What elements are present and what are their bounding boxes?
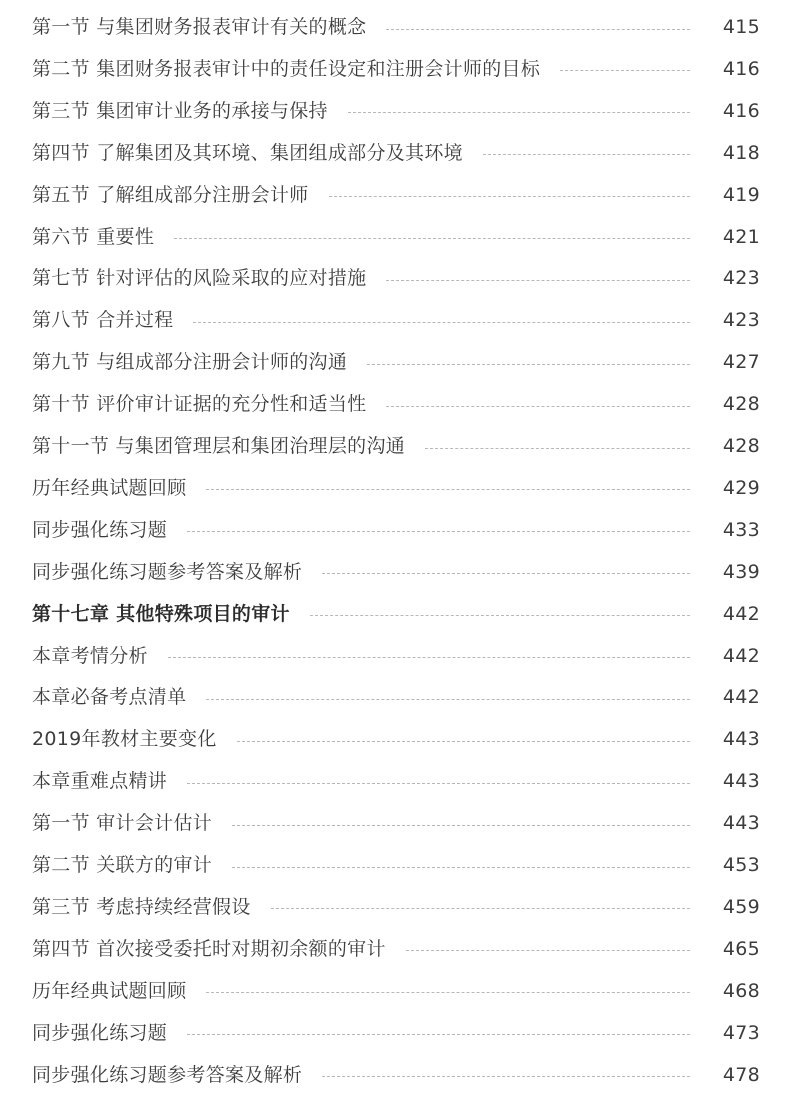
- toc-page-number: 428: [722, 435, 760, 457]
- toc-page-number: 423: [722, 309, 760, 332]
- toc-entry[interactable]: [32, 260, 760, 296]
- toc-chapter-heading[interactable]: [32, 596, 760, 632]
- toc-dotted-leader: [206, 489, 690, 490]
- toc-entry-title: 第二节 集团财务报表审计中的责任设定和注册会计师的目标: [32, 57, 541, 80]
- toc-entry[interactable]: [32, 135, 760, 171]
- toc-dotted-leader: [483, 154, 690, 155]
- toc-entry-title: 第八节 合并过程: [32, 309, 174, 332]
- toc-entry-title: 历年经典试题回顾: [32, 979, 187, 1002]
- toc-entry-title: 历年经典试题回顾: [32, 476, 187, 499]
- toc-entry-title: 第五节 了解组成部分注册会计师: [32, 183, 309, 206]
- toc-dotted-leader: [322, 573, 690, 574]
- toc-page-number: 442: [722, 602, 760, 625]
- toc-entry-title: 第七节 针对评估的风险采取的应对措施: [32, 267, 367, 290]
- toc-dotted-leader: [187, 1034, 690, 1035]
- toc-entry[interactable]: [32, 470, 760, 506]
- toc-dotted-leader: [425, 448, 690, 449]
- toc-entry[interactable]: [32, 302, 760, 338]
- toc-entry-title: 第四节 了解集团及其环境、集团组成部分及其环境: [32, 141, 463, 164]
- toc-entry[interactable]: [32, 9, 760, 45]
- toc-page-number: 443: [722, 770, 760, 793]
- toc-dotted-leader: [322, 1076, 690, 1077]
- toc-entry[interactable]: [32, 847, 760, 883]
- toc-entry-title: 同步强化练习题参考答案及解析: [32, 1063, 303, 1086]
- toc-page-number: 473: [722, 1021, 760, 1044]
- toc-dotted-leader: [386, 406, 690, 407]
- toc-entry-title: 第三节 考虑持续经营假设: [32, 895, 251, 918]
- toc-entry-title: 同步强化练习题: [32, 1021, 168, 1044]
- toc-entry[interactable]: [32, 386, 760, 422]
- toc-entry[interactable]: [32, 721, 760, 757]
- toc-page-number: 418: [722, 141, 760, 164]
- toc-page-number: 443: [722, 812, 760, 835]
- toc-dotted-leader: [187, 783, 690, 784]
- toc-entry[interactable]: [32, 763, 760, 799]
- toc-page-number: 416: [722, 57, 760, 80]
- toc-entry[interactable]: [32, 1057, 760, 1093]
- toc-dotted-leader: [560, 70, 690, 71]
- toc-entry[interactable]: [32, 679, 760, 715]
- toc-page-number: 443: [722, 728, 760, 751]
- toc-dotted-leader: [237, 741, 690, 742]
- toc-entry[interactable]: [32, 51, 760, 87]
- toc-page-number: 439: [722, 560, 760, 583]
- toc-dotted-leader: [406, 950, 690, 951]
- toc-entry-title: 第二节 关联方的审计: [32, 854, 213, 876]
- toc-dotted-leader: [386, 280, 690, 281]
- toc-entry[interactable]: [32, 554, 760, 590]
- toc-entry[interactable]: [32, 931, 760, 967]
- toc-dotted-leader: [206, 699, 690, 700]
- toc-entry-title: 第四节 首次接受委托时对期初余额的审计: [32, 937, 386, 960]
- toc-entry-title: 第一节 审计会计估计: [32, 812, 213, 835]
- toc-dotted-leader: [174, 238, 690, 239]
- toc-entry-title: 第三节 集团审计业务的承接与保持: [32, 99, 328, 122]
- toc-page-number: 415: [722, 16, 760, 38]
- toc-page-number: 427: [722, 351, 760, 374]
- toc-page-number: 465: [722, 937, 760, 960]
- toc-dotted-leader: [386, 29, 690, 30]
- toc-page-number: 429: [722, 476, 760, 499]
- toc-dotted-leader: [348, 112, 690, 113]
- toc-entry[interactable]: [32, 219, 760, 255]
- toc-entry[interactable]: [32, 638, 760, 674]
- toc-entry-title: 同步强化练习题参考答案及解析: [32, 560, 303, 583]
- toc-dotted-leader: [329, 196, 690, 197]
- toc-entry[interactable]: [32, 512, 760, 548]
- toc-dotted-leader: [232, 867, 690, 868]
- toc-entry-title: 第六节 重要性: [32, 225, 155, 248]
- toc-entry-title: 第十一节 与集团管理层和集团治理层的沟通: [32, 435, 406, 457]
- toc-page-number: 468: [722, 979, 760, 1002]
- toc-entry-title: 第九节 与组成部分注册会计师的沟通: [32, 351, 348, 374]
- toc-entry[interactable]: [32, 177, 760, 213]
- toc-entry-title: 本章考情分析: [32, 644, 148, 667]
- toc-page-number: 453: [722, 854, 760, 876]
- toc-page-number: 416: [722, 99, 760, 122]
- toc-dotted-leader: [187, 531, 690, 532]
- toc-entry-title: 第一节 与集团财务报表审计有关的概念: [32, 16, 367, 38]
- toc-entry-title: 本章重难点精讲: [32, 770, 168, 793]
- toc-entry-title: 本章必备考点清单: [32, 686, 187, 709]
- toc-entry[interactable]: [32, 93, 760, 129]
- toc-dotted-leader: [168, 657, 690, 658]
- toc-entry[interactable]: [32, 889, 760, 925]
- toc-entry-title: 2019年教材主要变化: [32, 728, 217, 751]
- toc-entry-title: 同步强化练习题: [32, 518, 168, 541]
- toc-page-number: 442: [722, 686, 760, 709]
- toc-dotted-leader: [232, 825, 690, 826]
- toc-dotted-leader: [367, 364, 690, 365]
- toc-entry[interactable]: [32, 428, 760, 464]
- toc-page-number: 478: [722, 1063, 760, 1086]
- toc-entry[interactable]: [32, 344, 760, 380]
- toc-entry-title: 第十七章 其他特殊项目的审计: [32, 602, 290, 625]
- toc-page-number: 428: [722, 393, 760, 416]
- toc-entry-title: 第十节 评价审计证据的充分性和适当性: [32, 393, 367, 416]
- toc-dotted-leader: [206, 992, 690, 993]
- toc-dotted-leader: [271, 908, 690, 909]
- toc-entry[interactable]: [32, 1015, 760, 1051]
- toc-entry[interactable]: [32, 973, 760, 1009]
- toc-page-number: 433: [722, 518, 760, 541]
- toc-page-number: 421: [722, 225, 760, 248]
- toc-entry[interactable]: [32, 805, 760, 841]
- toc-page-number: 459: [722, 895, 760, 918]
- toc-dotted-leader: [310, 615, 690, 616]
- toc-dotted-leader: [193, 322, 690, 323]
- toc-page-number: 442: [722, 644, 760, 667]
- toc-page-number: 423: [722, 267, 760, 290]
- toc-page-number: 419: [722, 183, 760, 206]
